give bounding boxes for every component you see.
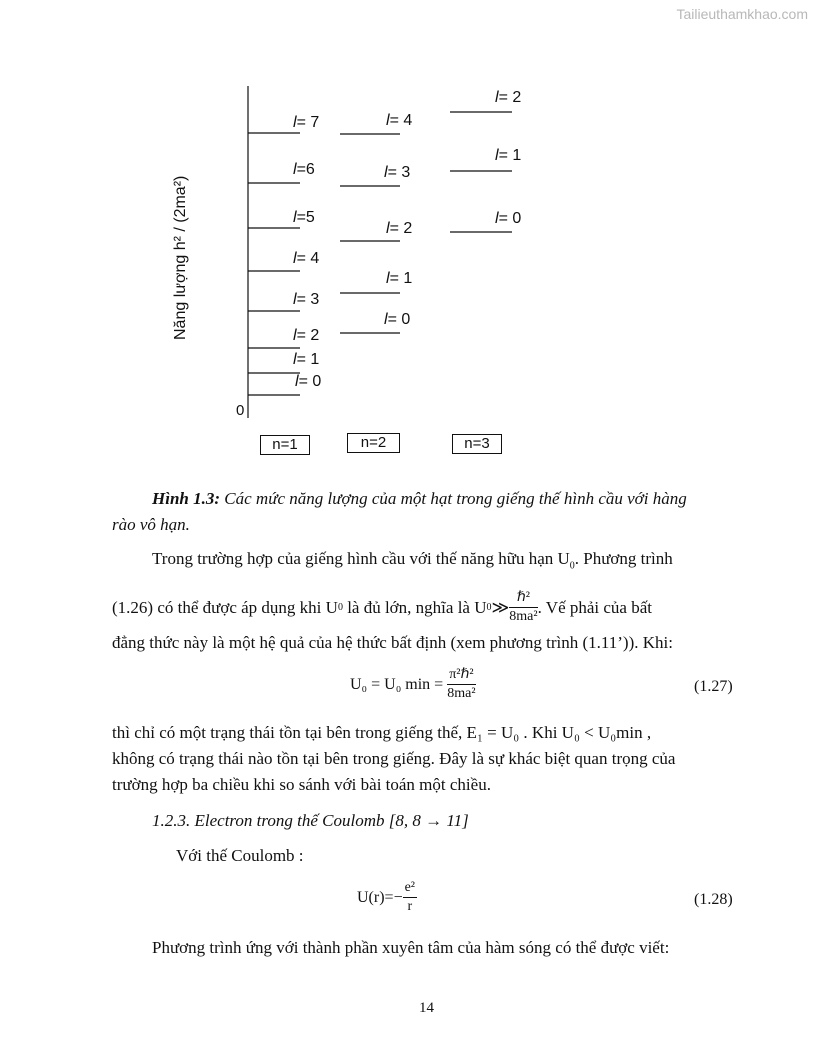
level-label: l= 4 [386,112,413,129]
page-number: 14 [419,1000,434,1016]
y-axis-label: Năng lượng h² / (2ma²) [172,175,189,340]
equation-number: (1.28) [694,891,733,908]
level-label: l= 2 [293,327,320,344]
hbar-fraction: $\frac{\text{ℏ²}}{\text{8ma²}}$ [509,590,538,625]
level-label: l= 2 [386,220,413,237]
watermark: Tailieuthamkhao.com [676,6,808,22]
level-label: l= 0 [384,311,411,328]
zero-label: 0 [236,402,245,419]
paragraph-2: thì chỉ có một trạng thái tồn tại bên trong giếng thế, E₁ = U₀ . Khi U₀ < U₀min , không có trạng thái nào tồn tại bên trong giếng. Đây là sự khác biệt quan trọng của trường hợp ba chiều khi so sánh với bài toán một chiều. [112,723,676,794]
level-label: l=6 [293,161,315,178]
figure-caption: Hình 1.3: Các mức năng lượng của một hạt trong giếng thế hình cầu với hàng rào vô hạn. [112,489,687,534]
equation-1-27: U₀ = U₀ min = $\frac{\text{π²ℏ²}}{\text{8ma²}}$ [350,667,476,701]
equation-1-28: U(r)=− $\frac{\text{e²}}{r}$ [357,880,416,914]
paragraph-3: Phương trình ứng với thành phần xuyên tâm của hàm sóng có thể được viết: [152,938,670,957]
n3-box: n=3 [452,434,502,454]
level-label: l= 3 [384,164,411,181]
n1-box: n=1 [260,435,310,455]
level-label: l= 3 [293,291,320,308]
coulomb-line: Với thế Coulomb : [176,846,304,865]
level-label: l= 1 [495,147,522,164]
level-label: l= 0 [295,373,322,390]
level-label: l= 0 [495,210,522,227]
level-label: l= 7 [293,114,320,131]
energy-level-diagram [0,0,816,470]
n2-box: n=2 [347,433,400,453]
level-label: l= 1 [293,351,320,368]
equation-number: (1.27) [694,678,733,695]
caption-label: Hình 1.3: [152,489,221,508]
level-label: l= 2 [495,89,522,106]
section-heading: 1.2.3. Electron trong thế Coulomb [8, 8 → 11] [152,811,469,830]
level-label: l= 1 [386,270,413,287]
level-label: l= 4 [293,250,320,267]
level-label: l=5 [293,209,315,226]
paragraph-1: Trong trường hợp của giếng hình cầu với thế năng hữu hạn $U_0$. Phương trình (1.26) có thể được áp dụng khi U 0 là đủ lớn, nghĩa là U 0 ≫ $\frac{\text{ℏ²}}{\text{8ma²}}$ . Vế phải của bất đẳng thức này là một hệ quả của hệ thức bất định (xem phương trình (1.11’)). Khi: [112,549,673,653]
